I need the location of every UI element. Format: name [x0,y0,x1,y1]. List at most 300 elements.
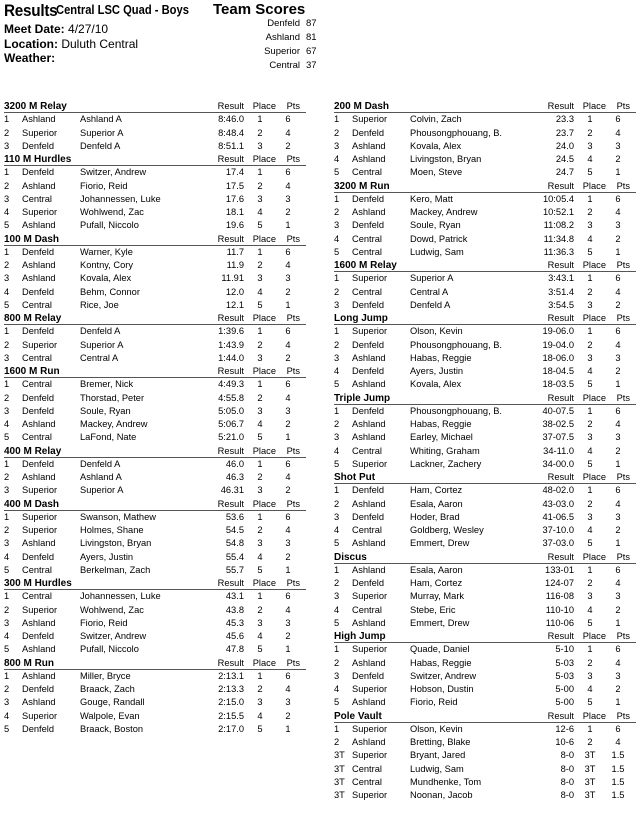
team-name: Superior [22,710,58,721]
points-value: 4 [615,207,621,217]
event-header [334,180,636,193]
points-value: 1.5 [611,776,625,787]
points-value: 3 [285,697,291,708]
points-column-header: Pts [616,551,630,562]
finish-place: 3 [334,511,340,522]
athlete-name: Switzer, Andrew [80,167,147,178]
result-row [334,286,636,299]
points-value: 4 [285,684,291,694]
points-column-header: Pts [616,313,630,323]
points-value: 6 [615,485,621,496]
place-value: 1 [257,246,263,257]
athlete-name: Hobson, Dustin [410,684,474,694]
finish-place: 1 [334,193,340,204]
athlete-name: Miller, Bryce [80,670,131,681]
finish-place: 1 [4,167,10,178]
athlete-name: Mackey, Andrew [80,419,148,429]
result-row [4,511,306,524]
team-name: Denfeld [22,140,55,151]
team-name: Ashland [352,737,386,747]
team-name: Denfeld [352,366,385,376]
result-value: 8-0 [560,763,574,774]
athlete-name: Berkelman, Zach [80,564,151,575]
points-value: 3 [615,432,621,443]
finish-place: 4 [4,207,10,217]
place-value: 1 [257,458,263,469]
points-value: 4 [615,127,621,138]
result-row [4,299,306,312]
points-value: 2 [615,445,621,456]
points-value: 2 [285,419,291,429]
team-name: Ashland [352,140,386,151]
place-value: 4 [257,631,263,641]
finish-place: 4 [4,286,10,297]
result-value: 37-03.0 [542,538,574,549]
athlete-name: Braack, Zach [80,684,135,694]
points-value: 4 [615,657,621,668]
place-value: 3 [257,485,263,496]
athlete-name: Mackey, Andrew [410,207,478,217]
result-column-header: Result [217,101,244,111]
athlete-name: Olson, Kevin [410,723,463,734]
place-value: 1 [257,114,263,125]
team-name: Superior [352,684,388,694]
finish-place: 2 [4,684,10,694]
result-row [334,166,636,179]
finish-place: 1 [334,114,340,125]
team-name: Denfeld [22,392,55,403]
team-name: Ashland [22,644,56,655]
result-column-header: Result [547,180,574,191]
athlete-name: Ludwig, Sam [410,246,464,257]
place-value: 5 [587,458,593,469]
finish-place: 3 [4,617,10,628]
athlete-name: Wohlwend, Zac [80,207,144,217]
place-value: 5 [257,220,263,231]
place-value: 2 [257,472,263,482]
result-column-header: Result [217,366,244,376]
result-column-header: Result [217,233,244,244]
team-name: Ashland [352,697,386,708]
athlete-name: Lackner, Zachery [410,458,482,469]
result-row [334,325,636,338]
result-row [4,670,306,683]
place-value: 2 [257,180,263,191]
team-name: Denfeld [22,631,55,641]
team-name: Superior [352,458,388,469]
place-value: 2 [257,127,263,138]
place-value: 1 [587,485,593,496]
event-name: 300 M Hurdles [4,578,72,589]
athlete-name: Murray, Mark [410,591,465,602]
result-row [4,590,306,603]
athlete-name: Pufall, Niccolo [80,644,139,655]
finish-place: 5 [334,697,340,708]
finish-place: 4 [334,154,340,164]
place-column-header: Place [582,180,606,191]
points-column-header: Pts [616,260,630,270]
result-column-header: Result [547,260,574,270]
team-scores-title: Team Scores [213,1,306,18]
place-column-header: Place [582,631,606,641]
location: Duluth Central [61,37,139,51]
finish-place: 2 [334,737,340,747]
finish-place: 3 [4,538,10,549]
result-row [334,590,636,603]
result-value: 11:34.8 [543,233,574,244]
athlete-name: Goldberg, Wesley [410,525,484,535]
result-column-header: Result [217,498,244,509]
points-value: 1.5 [611,750,625,761]
result-value: 24.5 [555,154,574,164]
points-value: 6 [285,246,291,257]
athlete-name: Rice, Joe [80,299,119,310]
place-value: 1 [257,591,263,602]
team-name: Central [352,776,382,787]
result-value: 8:48.4 [218,127,244,138]
event-name: 400 M Dash [4,498,60,510]
result-value: 124-07 [545,578,574,588]
event-name: 800 M Relay [4,313,62,324]
team-name: Ashland [352,657,386,668]
meet-date-label: Meet Date: [4,22,65,36]
points-column-header: Pts [286,657,300,668]
result-value: 110-06 [545,617,574,628]
result-value: 17.6 [225,193,244,204]
result-row [4,166,306,179]
result-row [334,643,636,656]
place-value: 1 [257,511,263,522]
result-row [334,524,636,537]
team-name: Denfeld [22,458,55,469]
points-column-header: Pts [286,101,300,111]
result-value: 55.4 [225,551,244,562]
place-column-header: Place [582,551,606,562]
result-row [4,643,306,656]
team-name: Central [22,379,52,390]
finish-place: 5 [334,379,340,390]
points-value: 1 [615,458,621,469]
finish-place: 2 [334,419,340,429]
athlete-name: Ayers, Justin [80,551,134,562]
finish-place: 2 [4,339,10,350]
place-value: 1 [587,644,593,655]
place-column-header: Place [252,313,276,323]
finish-place: 2 [334,498,340,509]
finish-place: 1 [4,511,10,522]
athlete-name: Habas, Reggie [410,352,472,363]
right-results-column [334,100,636,802]
result-value: 11.7 [226,246,244,257]
result-column-header: Result [217,445,244,456]
result-row [334,127,636,140]
team-score-row [226,18,330,32]
finish-place: 3 [334,299,340,310]
finish-place: 1 [334,326,340,337]
points-value: 6 [285,114,291,125]
event-header [4,233,306,246]
team-name: Ashland [22,697,56,708]
points-value: 1 [615,697,621,708]
team-name: Central [22,299,52,310]
result-value: 41-06.5 [542,511,574,522]
athlete-name: Ashland A [80,114,122,125]
location-label: Location: [4,37,58,51]
athlete-name: Whiting, Graham [410,445,480,456]
points-value: 4 [285,339,291,350]
finish-place: 5 [4,220,10,231]
result-value: 3:54.5 [548,299,574,310]
athlete-name: Phousongphouang, B. [410,339,503,350]
result-value: 2:13.1 [218,670,244,681]
finish-place: 3 [334,140,340,151]
athlete-name: Fiorio, Reid [80,180,128,191]
result-row [334,233,636,246]
team-name: Denfeld [352,339,385,350]
result-row [334,458,636,471]
event-name: 100 M Dash [4,233,60,245]
event-name: 800 M Run [4,657,55,669]
points-value: 3 [615,670,621,681]
meet-date-line [4,22,108,36]
result-column-header: Result [547,631,574,641]
athlete-name: Denfeld A [80,458,121,469]
place-value: 5 [587,167,593,178]
place-value: 3 [587,670,593,681]
athlete-name: Dowd, Patrick [410,233,468,244]
place-column-header: Place [252,498,276,509]
team-score-row [226,60,330,74]
finish-place: 3 [4,193,10,204]
points-value: 4 [615,498,621,509]
result-value: 1:39.6 [218,326,244,337]
team-score: 81 [306,32,317,43]
place-value: 1 [257,379,263,390]
team-name: Denfeld [22,167,55,178]
team-name: Ashland [22,419,56,429]
team-name: Ashland [352,538,386,549]
result-value: 4:55.8 [218,392,244,403]
points-value: 4 [615,339,621,350]
result-column-header: Result [547,101,574,111]
result-value: 4:49.3 [218,379,244,390]
points-column-header: Pts [616,472,630,482]
place-value: 5 [257,564,263,575]
place-value: 3 [587,432,593,443]
result-value: 110-10 [545,604,574,615]
result-row [4,696,306,709]
team-name: Ashland [352,352,386,363]
place-column-header: Place [582,260,606,270]
place-column-header: Place [252,233,276,244]
place-value: 3 [587,220,593,231]
points-column-header: Pts [616,631,630,641]
place-value: 3 [257,273,263,284]
athlete-name: Earley, Michael [410,432,473,443]
finish-place: 3 [334,352,340,363]
points-value: 4 [285,472,291,482]
result-value: 43.1 [225,591,244,602]
place-column-header: Place [252,101,276,111]
team-name: Denfeld [22,405,55,416]
team-name: Superior [264,46,300,57]
event-name: Long Jump [334,313,388,324]
place-value: 1 [587,326,593,337]
result-row [4,352,306,365]
event-name: 110 M Hurdles [4,154,72,165]
points-value: 3 [615,591,621,602]
finish-place: 3T [334,763,345,774]
finish-place: 2 [4,604,10,615]
result-value: 12-6 [555,723,574,734]
event-name: 200 M Dash [334,101,390,112]
finish-place: 2 [4,392,10,403]
place-value: 5 [257,299,263,310]
points-value: 3 [285,193,291,204]
finish-place: 5 [334,246,340,257]
finish-place: 2 [4,127,10,138]
place-value: 2 [587,419,593,429]
finish-place: 5 [4,644,10,655]
result-value: 45.3 [225,617,244,628]
team-name: Ashland [352,564,386,575]
athlete-name: Emmert, Drew [410,617,470,628]
athlete-name: Noonan, Jacob [410,790,473,800]
result-row [334,113,636,126]
results-title: Results [4,1,58,20]
result-row [4,683,306,696]
points-value: 3 [285,617,291,628]
athlete-name: Ham, Cortez [410,485,463,496]
result-value: 40-07.5 [542,405,574,416]
result-row [4,471,306,484]
result-row [334,431,636,444]
finish-place: 4 [4,631,10,641]
finish-place: 4 [4,419,10,429]
finish-place: 3 [4,697,10,708]
athlete-name: Ayers, Justin [410,366,464,376]
team-name: Denfeld [352,127,385,138]
place-value: 3T [584,763,596,774]
points-value: 6 [285,379,291,390]
place-value: 1 [587,114,593,125]
result-column-header: Result [217,657,244,668]
points-value: 1 [285,299,291,310]
athlete-name: Central A [410,286,449,297]
finish-place: 4 [334,445,340,456]
result-row [334,378,636,391]
finish-place: 2 [4,472,10,482]
result-value: 45.6 [225,631,244,641]
points-value: 6 [615,326,621,337]
finish-place: 5 [334,167,340,178]
result-value: 10:05.4 [542,193,574,204]
athlete-name: Braack, Boston [80,723,144,734]
result-row [334,140,636,153]
athlete-name: Bretting, Blake [410,737,471,747]
place-column-header: Place [252,445,276,456]
place-column-header: Place [252,154,276,164]
team-name: Superior [22,525,58,535]
place-value: 4 [587,154,593,164]
result-value: 133-01 [545,564,574,575]
place-value: 4 [587,684,593,694]
team-name: Ashland [22,273,56,284]
result-row [4,604,306,617]
event-header [4,577,306,590]
place-value: 1 [257,670,263,681]
result-value: 18.1 [225,207,244,217]
finish-place: 3 [4,352,10,363]
place-value: 2 [587,286,593,297]
team-name: Denfeld [267,18,300,29]
place-value: 2 [257,339,263,350]
result-row [334,723,636,736]
result-row [4,723,306,736]
result-value: 43-03.0 [542,498,574,509]
points-value: 1 [615,246,621,257]
athlete-name: Denfeld A [80,326,121,337]
place-value: 3 [257,538,263,549]
result-column-header: Result [217,313,244,323]
event-name: Shot Put [334,472,376,483]
points-value: 2 [615,684,621,694]
result-value: 5-03 [555,657,574,668]
team-name: Ashland [22,617,56,628]
result-row [334,670,636,683]
team-name: Superior [352,273,388,284]
finish-place: 1 [4,670,10,681]
result-row [4,551,306,564]
place-value: 5 [587,379,593,390]
result-row [334,683,636,696]
result-row [334,246,636,259]
finish-place: 2 [334,286,340,297]
result-column-header: Result [547,710,574,721]
place-value: 3T [584,776,596,787]
result-value: 5-00 [555,684,574,694]
place-value: 4 [257,207,263,217]
points-value: 2 [615,233,621,244]
team-name: Denfeld [22,723,55,734]
points-value: 3 [615,140,621,151]
points-value: 1 [615,617,621,628]
points-value: 1 [615,167,621,178]
result-row [334,537,636,550]
athlete-name: Kero, Matt [410,193,453,204]
result-value: 3:51.4 [548,286,574,297]
athlete-name: Johannessen, Luke [80,591,161,602]
result-row [334,352,636,365]
result-value: 8-0 [560,776,574,787]
athlete-name: Phousongphouang, B. [410,405,503,416]
team-name: Denfeld [22,286,55,297]
result-column-header: Result [547,313,574,323]
athlete-name: Holmes, Shane [80,525,144,535]
athlete-name: Behm, Connor [80,286,140,297]
result-value: 54.8 [225,538,244,549]
finish-place: 2 [334,207,340,217]
place-value: 2 [587,657,593,668]
result-value: 2:13.3 [218,684,244,694]
team-name: Superior [352,326,388,337]
finish-place: 4 [4,710,10,721]
athlete-name: Stebe, Eric [410,604,456,615]
athlete-name: Esala, Aaron [410,498,463,509]
team-name: Central [22,564,52,575]
finish-place: 2 [4,525,10,535]
event-header [4,312,306,325]
